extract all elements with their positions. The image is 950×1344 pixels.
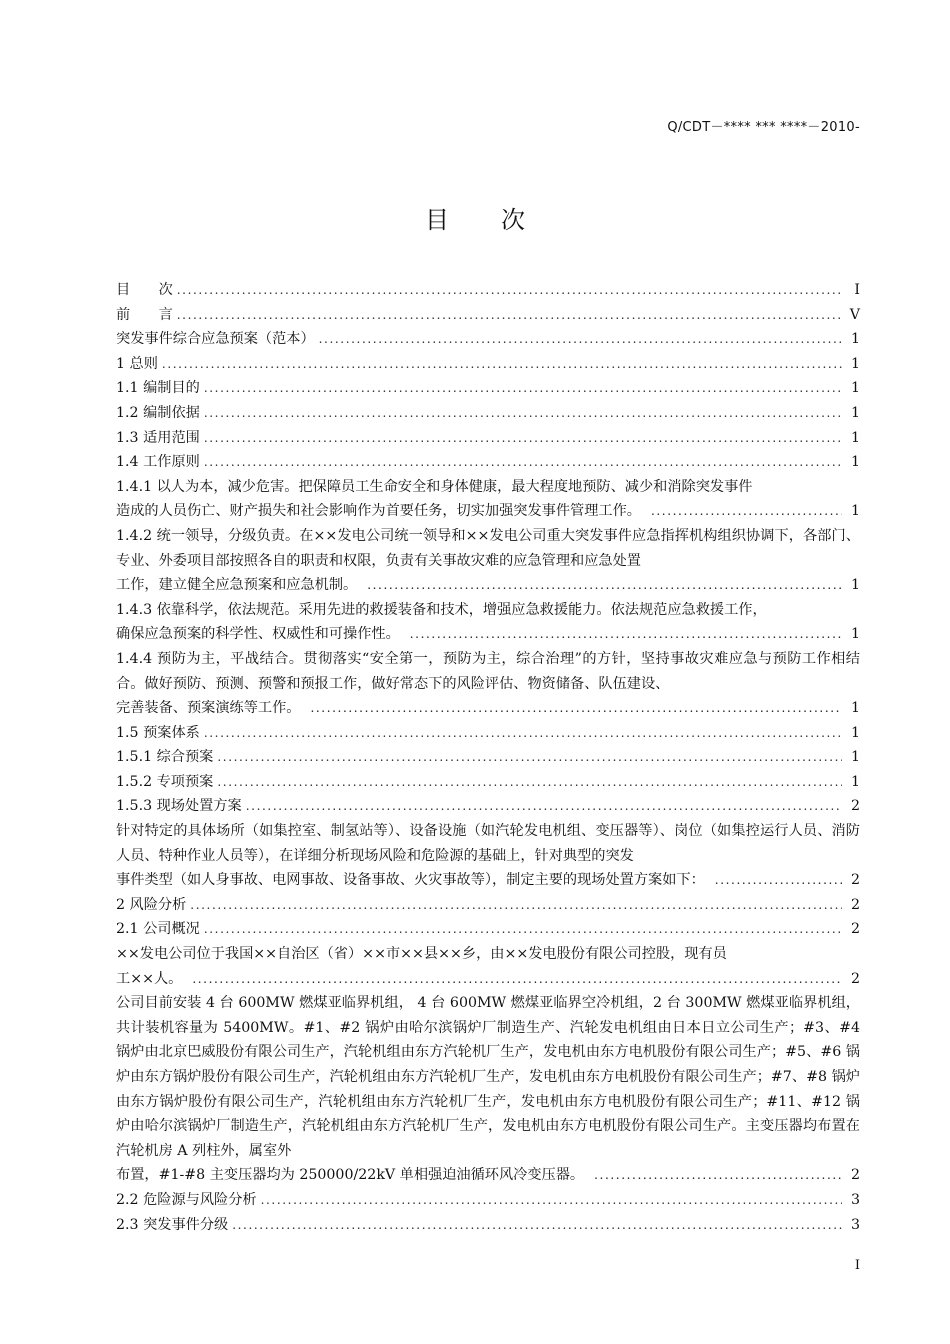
toc-entry-page: 1	[850, 749, 860, 766]
toc-entry-title: 1.5 预案体系	[116, 724, 200, 741]
toc-entry-title: 1.4.1 以人为本，减少危害。把保障员工生命安全和身体健康，最大程度地预防、减少和消除突发事件	[116, 478, 753, 495]
toc-entry-title-end: 事件类型（如人身事故、电网事故、设备事故、火灾事故等），制定主要的现场处置方案如下：	[116, 872, 705, 889]
toc-leader-dots	[217, 770, 842, 795]
toc-entry[interactable]	[116, 426, 860, 451]
toc-entry-page: 2	[850, 1167, 860, 1184]
toc-entry-title-end: 布置，#1-#8 主变压器均为 250000/22kV 单相强迫油循环风冷变压器。	[116, 1167, 585, 1184]
toc-leader-dots	[217, 745, 842, 770]
toc-entry-page: I	[854, 282, 860, 298]
toc-entry[interactable]	[116, 819, 860, 893]
toc-entry-title-end: 完善装备、预案演练等工作。	[116, 700, 301, 717]
toc-leader-dots	[177, 303, 842, 328]
toc-entry[interactable]	[116, 917, 860, 942]
toc-entry-title-end: 工作，建立健全应急预案和应急机制。	[116, 577, 358, 594]
toc-entry-title: 1 总则	[116, 355, 158, 372]
toc-entry-page: 3	[850, 1216, 860, 1233]
toc-entry-title: 1.4 工作原则	[116, 454, 200, 471]
toc-entry-page: 1	[850, 724, 860, 741]
toc-leader-dots	[246, 794, 842, 819]
toc-leader-dots	[204, 426, 842, 451]
toc-entry-page: 1	[850, 626, 860, 643]
toc-entry-title: 突发事件综合应急预案（范本）	[116, 331, 315, 348]
toc-entry-title: ××发电公司位于我国××自治区（省）××市××县××乡，由××发电股份有限公司控股，现有员	[116, 946, 727, 963]
toc-entry-page: V	[849, 306, 860, 323]
toc-leader-dots	[190, 893, 842, 918]
toc-entry-page: 1	[850, 454, 860, 471]
toc-leader-dots	[204, 401, 842, 426]
toc-entry-title-end: 造成的人员伤亡、财产损失和社会影响作为首要任务，切实加强突发事件管理工作。	[116, 503, 641, 520]
toc-entry-title: 1.4.4 预防为主，平战结合。贯彻落实“安全第一，预防为主，综合治理”的方针，坚持事故灾难应急与预防工作相结合。做好预防、预测、预警和预报工作，做好常态下的风险评估、物资储备、队伍建设、	[116, 650, 860, 692]
toc-entry[interactable]	[116, 893, 860, 918]
toc-leader-dots	[367, 573, 842, 598]
toc-entry-page: 2	[850, 896, 860, 913]
toc-entry-title: 1.4.3 依靠科学，依法规范。采用先进的救援装备和技术，增强应急救援能力。依法规范应急救援工作，	[116, 601, 767, 618]
toc-leader-dots	[594, 1163, 842, 1188]
toc-entry[interactable]	[116, 647, 860, 721]
toc-entry-title: 2.3 突发事件分级	[116, 1216, 229, 1233]
toc-entry-page: 2	[850, 921, 860, 938]
toc-entry-title: 1.3 适用范围	[116, 429, 200, 446]
toc-entry-title: 2 风险分析	[116, 896, 187, 913]
toc-entry[interactable]	[116, 991, 860, 1188]
toc-entry[interactable]	[116, 303, 860, 328]
toc-entry-title-end: 确保应急预案的科学性、权威性和可操作性。	[116, 626, 400, 643]
toc-entry[interactable]	[116, 794, 860, 819]
toc-entry[interactable]	[116, 1213, 860, 1238]
toc-entry[interactable]	[116, 475, 860, 524]
toc-leader-dots	[192, 967, 842, 992]
toc-leader-dots	[310, 696, 842, 721]
toc-leader-dots	[319, 327, 842, 352]
document-code: Q/CDT－**** *** ****－2010-	[667, 120, 860, 135]
toc-entry-title: 针对特定的具体场所（如集控室、制氢站等）、设备设施（如汽轮发电机组、变压器等）、岗位（如集控运行人员、消防人员、特种作业人员等），在详细分析现场风险和危险源的基础上，针对典型的突发	[116, 823, 860, 864]
toc-leader-dots	[715, 868, 842, 893]
toc-entry-page: 2	[850, 970, 860, 987]
toc-entry-title-end: 工××人。	[116, 970, 183, 987]
toc-entry-title: 1.2 编制依据	[116, 404, 200, 421]
toc-leader-dots	[261, 1188, 842, 1213]
toc-entry-title: 1.1 编制目的	[116, 380, 200, 397]
toc-entry[interactable]	[116, 721, 860, 746]
page-title: 目次	[425, 206, 577, 234]
toc-entry-title: 1.4.2 统一领导，分级负责。在××发电公司统一领导和××发电公司重大突发事件应急指挥机构组织协调下，各部门、专业、外委项目部按照各自的职责和权限，负责有关事故灾难的应急管理和应急处置	[116, 527, 860, 569]
toc-entry[interactable]	[116, 401, 860, 426]
toc-entry[interactable]	[116, 376, 860, 401]
toc-entry[interactable]	[116, 1188, 860, 1213]
toc-entry-page: 1	[850, 404, 860, 421]
table-of-contents	[116, 278, 860, 1237]
toc-entry[interactable]	[116, 278, 860, 303]
toc-entry-page: 1	[850, 700, 860, 717]
toc-leader-dots	[651, 499, 842, 524]
toc-entry-page: 1	[850, 380, 860, 397]
toc-entry-title: 1.5.2 专项预案	[116, 773, 214, 790]
toc-entry-page: 3	[850, 1191, 860, 1208]
toc-entry-title: 2.2 危险源与风险分析	[116, 1191, 257, 1208]
toc-entry[interactable]	[116, 450, 860, 475]
toc-entry[interactable]	[116, 598, 860, 647]
page-number: I	[854, 1258, 860, 1273]
toc-entry-page: 1	[850, 577, 860, 594]
toc-entry[interactable]	[116, 745, 860, 770]
toc-entry-page: 1	[850, 355, 860, 372]
toc-leader-dots	[177, 278, 842, 303]
toc-entry-title: 1.5.3 现场处置方案	[116, 798, 242, 815]
toc-entry-title: 目 次	[116, 282, 173, 298]
toc-entry-page: 1	[850, 429, 860, 446]
toc-entry-title: 公司目前安装 4 台 600MW 燃煤亚临界机组， 4 台 600MW 燃煤亚临界空冷机组，2 台 300MW 燃煤亚临界机组，共计装机容量为 5400MW。#1、#2 锅炉由哈尔滨锅炉厂制造生产、汽轮发电机组由日本日立公司生产；#3、#4 锅炉由北京巴威股份有限公司生产，汽轮机组由东方汽轮机厂生产，发电机由东方电机股份有限公司生产；#5、#6 锅炉由东方锅炉股份有限公司生产，汽轮机组由东方汽轮机厂生产，发电机由东方电机股份有限公司生产；#7、#8 锅炉由东方锅炉股份有限公司生产，汽轮机组由东方汽轮机厂生产，发电机由东方电机股份有限公司生产；#11、#12 锅炉由哈尔滨锅炉厂制造生产，汽轮机组由东方汽轮机厂生产，发电机由东方电机股份有限公司生产。主变压器均布置在汽轮机房 A 列柱外，属室外	[116, 995, 860, 1159]
toc-entry-page: 1	[850, 773, 860, 790]
toc-leader-dots	[204, 917, 842, 942]
toc-entry-title: 2.1 公司概况	[116, 921, 200, 938]
toc-entry[interactable]	[116, 524, 860, 598]
toc-entry[interactable]	[116, 770, 860, 795]
toc-leader-dots	[204, 376, 842, 401]
toc-entry-page: 2	[850, 798, 860, 815]
toc-leader-dots	[410, 622, 842, 647]
toc-entry-page: 1	[850, 503, 860, 520]
toc-entry-page: 1	[850, 331, 860, 348]
toc-leader-dots	[232, 1213, 842, 1238]
toc-entry-title: 1.5.1 综合预案	[116, 749, 214, 766]
toc-entry[interactable]	[116, 942, 860, 991]
toc-leader-dots	[204, 721, 842, 746]
toc-entry-page: 2	[850, 872, 860, 889]
toc-entry[interactable]	[116, 327, 860, 352]
toc-leader-dots	[204, 450, 842, 475]
toc-entry[interactable]	[116, 352, 860, 377]
toc-leader-dots	[162, 352, 842, 377]
toc-entry-title: 前 言	[116, 306, 173, 323]
